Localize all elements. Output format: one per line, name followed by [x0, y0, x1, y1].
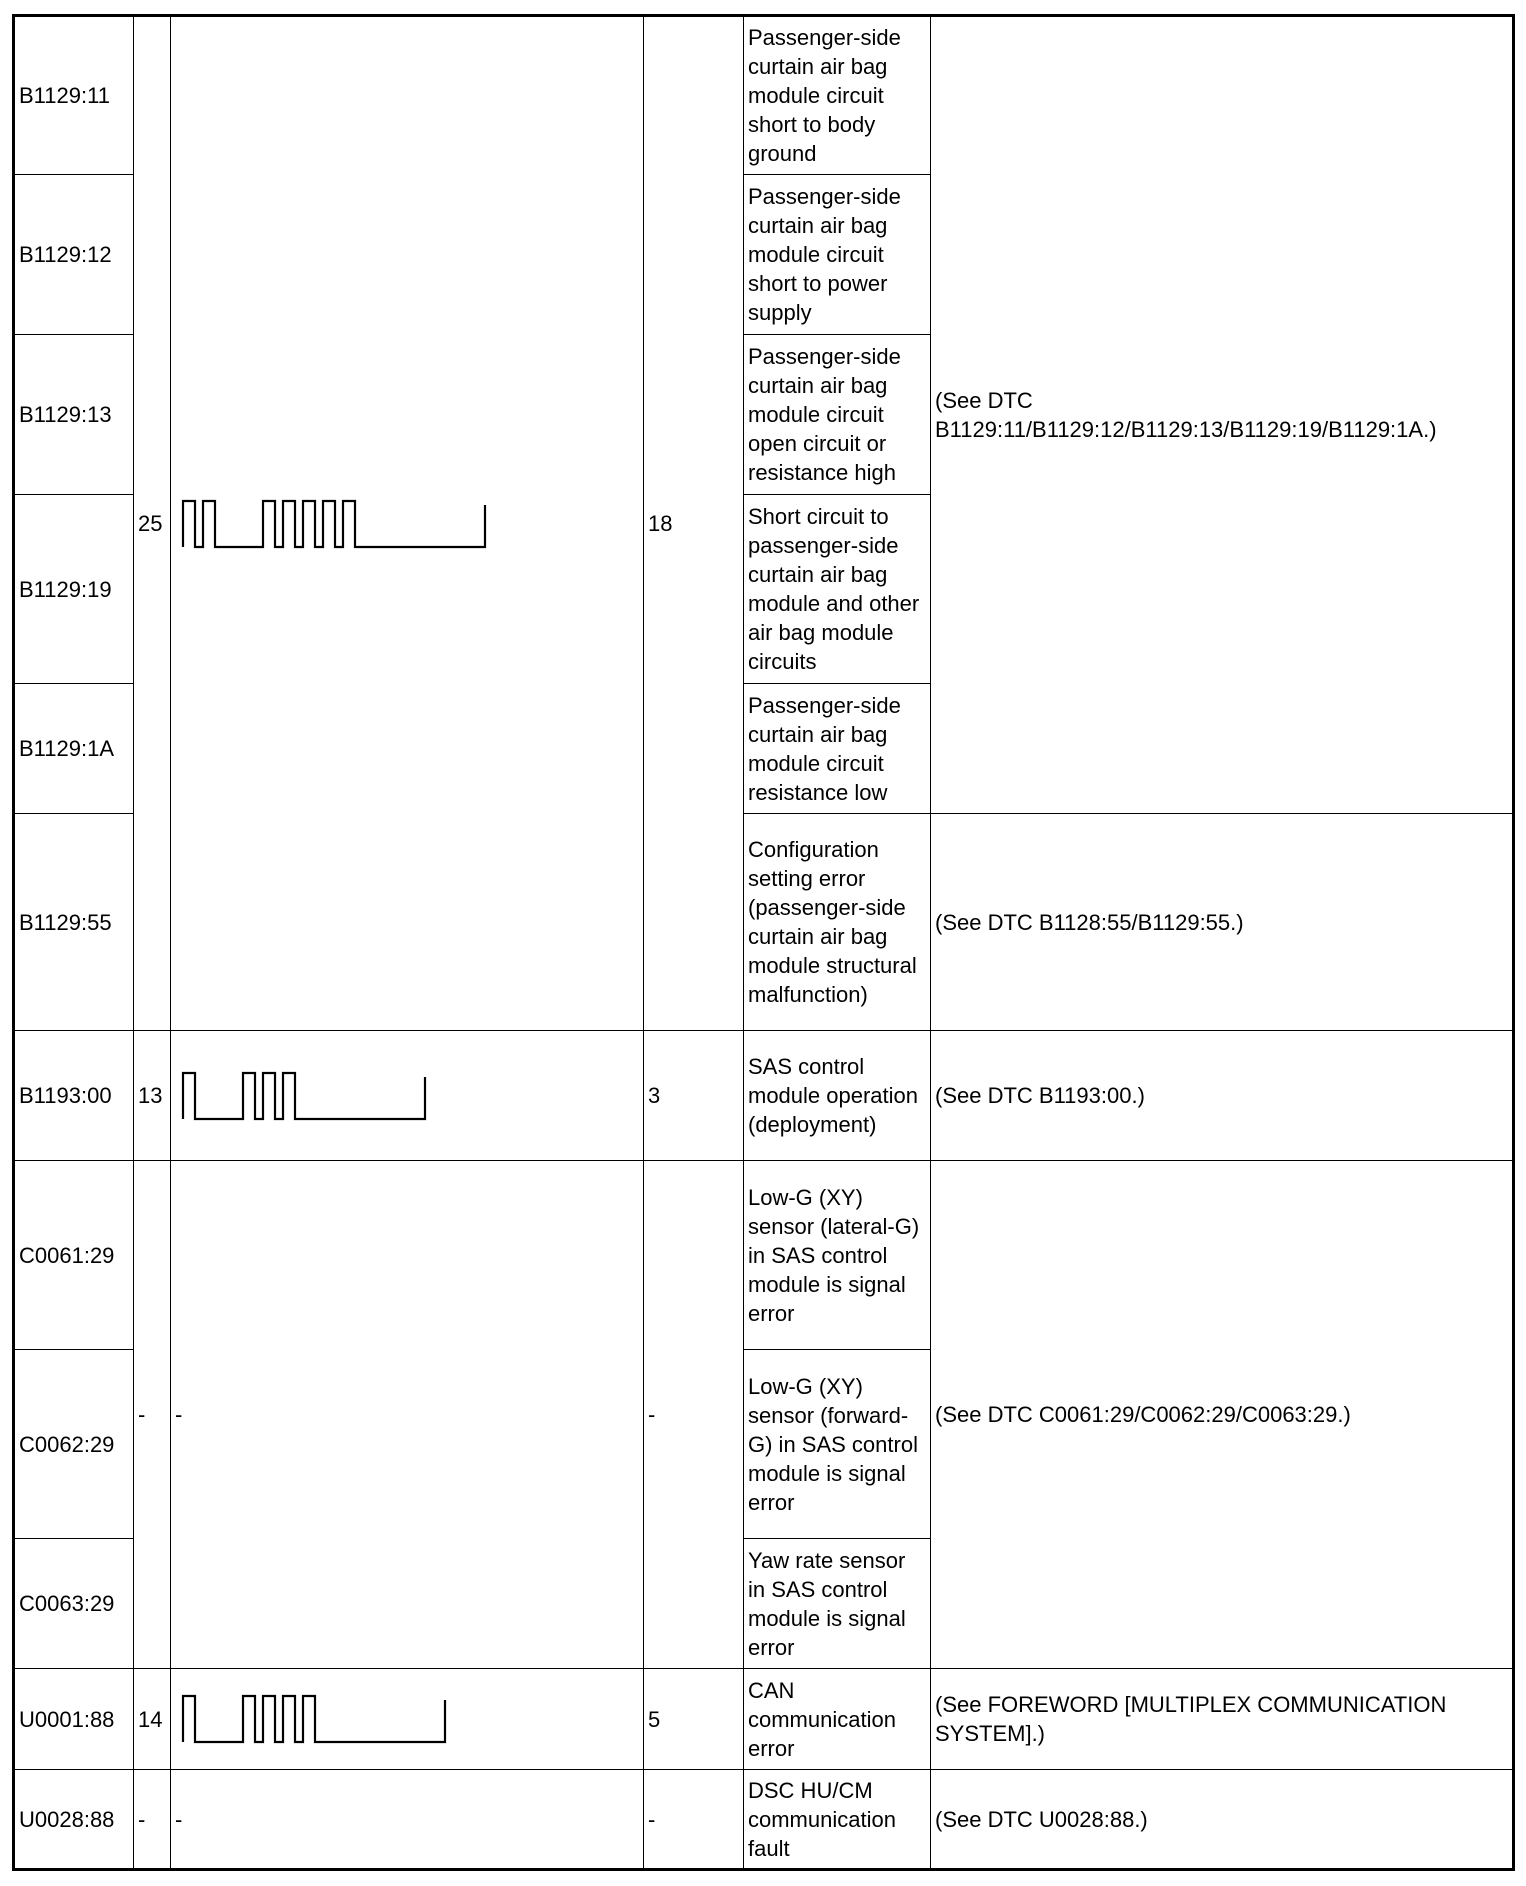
dtc-code: U0001:88 [14, 1669, 134, 1770]
remedy-text: (See DTC C0061:29/C0062:29/C0063:29.) [931, 1161, 1514, 1669]
remedy-text: (See DTC U0028:88.) [931, 1770, 1514, 1870]
table-row [14, 1161, 1514, 1350]
pulse-train [183, 1696, 445, 1742]
dtc-code: C0063:29 [14, 1539, 134, 1669]
table-row [14, 1669, 1514, 1770]
table-row [14, 1031, 1514, 1161]
flash-count: 25 [134, 16, 171, 1031]
dtc-table-page [12, 14, 1512, 1871]
dtc-code: B1129:1A [14, 684, 134, 814]
flash-count: - [134, 1161, 171, 1669]
pin-number: 3 [644, 1031, 744, 1161]
flash-pattern-waveform [175, 1684, 635, 1754]
dtc-description: DSC HU/CM communication fault [744, 1770, 931, 1870]
dtc-code: C0061:29 [14, 1161, 134, 1350]
dtc-description: CAN communication error [744, 1669, 931, 1770]
dtc-description: SAS control module operation (deployment) [744, 1031, 931, 1161]
dtc-code: B1129:12 [14, 175, 134, 335]
dtc-description: Short circuit to passenger-side curtain air bag module and other air bag module circuits [744, 495, 931, 684]
remedy-text: (See FOREWORD [MULTIPLEX COMMUNICATION SYSTEM].) [931, 1669, 1514, 1770]
flash-pattern-text: - [171, 1161, 644, 1669]
dtc-description: Passenger-side curtain air bag module circuit short to body ground [744, 16, 931, 175]
flash-pattern-cell [171, 1669, 644, 1770]
remedy-text: (See DTC B1193:00.) [931, 1031, 1514, 1161]
dtc-description: Passenger-side curtain air bag module circuit resistance low [744, 684, 931, 814]
pulse-train [183, 501, 485, 547]
flash-pattern-waveform [175, 1061, 635, 1131]
flash-count: - [134, 1770, 171, 1870]
table-row [14, 1770, 1514, 1870]
dtc-code: U0028:88 [14, 1770, 134, 1870]
pin-number: 5 [644, 1669, 744, 1770]
pin-number: - [644, 1770, 744, 1870]
dtc-code: B1129:13 [14, 335, 134, 495]
dtc-description: Configuration setting error (passenger-side curtain air bag module structural malfunction) [744, 814, 931, 1031]
flash-pattern-text: - [171, 1770, 644, 1870]
remedy-text: (See DTC B1129:11/B1129:12/B1129:13/B1129:19/B1129:1A.) [931, 16, 1514, 814]
flash-count: 14 [134, 1669, 171, 1770]
flash-pattern-cell [171, 1031, 644, 1161]
dtc-code: B1129:55 [14, 814, 134, 1031]
pin-number: - [644, 1161, 744, 1669]
flash-count: 13 [134, 1031, 171, 1161]
dtc-table [12, 14, 1515, 1871]
table-row [14, 16, 1514, 175]
dtc-description: Yaw rate sensor in SAS control module is signal error [744, 1539, 931, 1669]
dtc-description: Low-G (XY) sensor (forward-G) in SAS control module is signal error [744, 1350, 931, 1539]
remedy-text: (See DTC B1128:55/B1129:55.) [931, 814, 1514, 1031]
dtc-code: B1129:19 [14, 495, 134, 684]
pulse-train [183, 1073, 425, 1119]
dtc-code: B1193:00 [14, 1031, 134, 1161]
pin-number: 18 [644, 16, 744, 1031]
flash-pattern-waveform [175, 489, 635, 559]
dtc-description: Passenger-side curtain air bag module circuit open circuit or resistance high [744, 335, 931, 495]
dtc-code: B1129:11 [14, 16, 134, 175]
flash-pattern-cell [171, 16, 644, 1031]
dtc-code: C0062:29 [14, 1350, 134, 1539]
dtc-description: Passenger-side curtain air bag module circuit short to power supply [744, 175, 931, 335]
dtc-description: Low-G (XY) sensor (lateral-G) in SAS control module is signal error [744, 1161, 931, 1350]
